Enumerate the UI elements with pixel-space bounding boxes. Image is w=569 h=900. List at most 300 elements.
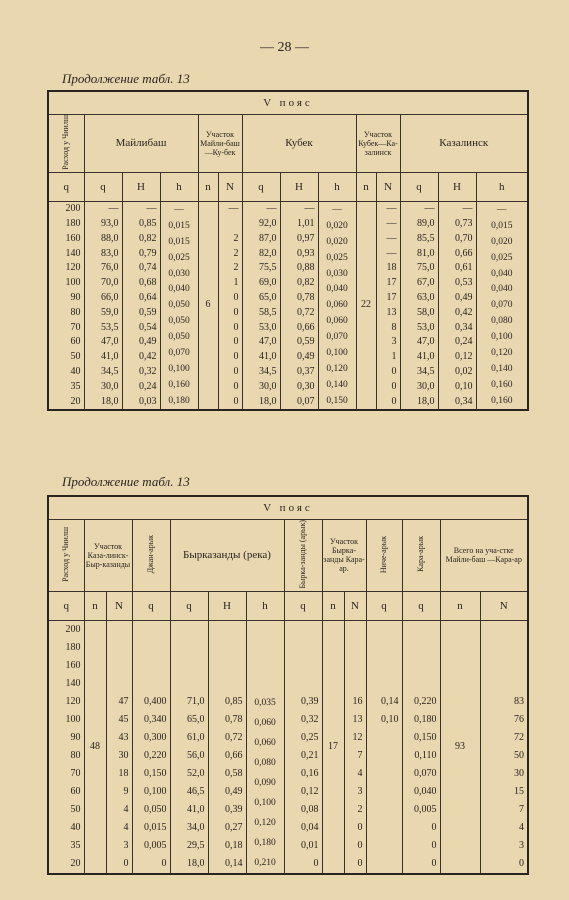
- mailibash-H: 0,85: [122, 217, 160, 232]
- byrkazandy-q: 52,0: [170, 765, 208, 783]
- kazalinsk-q: 53,0: [400, 320, 438, 335]
- kazalinsk-H: 0,12: [438, 350, 476, 365]
- section2-N: 1: [376, 350, 400, 365]
- kubek-q: 82,0: [242, 246, 280, 261]
- header-kubek: Кубек: [242, 115, 356, 173]
- kubek-H: 0,37: [280, 365, 318, 380]
- kara-q: 0,150: [402, 729, 440, 747]
- niche-q: [366, 657, 402, 675]
- discharge-value: 160: [48, 657, 84, 675]
- section-N: 3: [106, 837, 132, 855]
- discharge-value: 120: [48, 261, 84, 276]
- total-N: 4: [480, 819, 528, 837]
- section2-N: —: [376, 201, 400, 216]
- table-row: [48, 291, 528, 306]
- byrkazandy-H: 0,49: [208, 783, 246, 801]
- section2-N: 4: [344, 765, 366, 783]
- kazalinsk-q: 81,0: [400, 246, 438, 261]
- kubek-q: 41,0: [242, 350, 280, 365]
- h-value: 0,210: [254, 857, 276, 868]
- total-N: 3: [480, 837, 528, 855]
- symbol-cell: h: [476, 172, 528, 201]
- kubek-q: 69,0: [242, 276, 280, 291]
- section1-N: 2: [218, 261, 242, 276]
- kazalinsk-H: 0,53: [438, 276, 476, 291]
- zone-header: V пояс: [48, 91, 528, 115]
- section2-N: [344, 639, 366, 657]
- discharge-value: 140: [48, 246, 84, 261]
- mailibash-H: 0,49: [122, 335, 160, 350]
- kazalinsk-H: 0,24: [438, 335, 476, 350]
- h-value: 0,025: [491, 252, 513, 263]
- discharge-value: 60: [48, 783, 84, 801]
- byrkazandy-aryk-q: 0,39: [284, 693, 322, 711]
- header-section-mailibash-kubek: Участок Майли-баш—Ку-бек: [198, 115, 242, 173]
- kubek-H: 0,93: [280, 246, 318, 261]
- mailibash-q: 59,0: [84, 305, 122, 320]
- kazalinsk-q: 41,0: [400, 350, 438, 365]
- dzhan-q: 0,300: [132, 729, 170, 747]
- byrkazandy-aryk-q: 0,16: [284, 765, 322, 783]
- byrkazandy-aryk-q: 0,01: [284, 837, 322, 855]
- page-number: — 28 —: [260, 40, 309, 55]
- h-value: 0,150: [326, 395, 348, 406]
- table-row: [48, 379, 528, 394]
- h-value: 0,160: [491, 380, 513, 390]
- h-value: 0,070: [491, 300, 513, 311]
- section-N: [106, 675, 132, 693]
- kazalinsk-H: 0,34: [438, 394, 476, 410]
- section2-N: 3: [376, 335, 400, 350]
- byrkazandy-H: 0,39: [208, 801, 246, 819]
- discharge-value: 70: [48, 320, 84, 335]
- discharge-value: 100: [48, 711, 84, 729]
- h-value: 0,020: [491, 236, 513, 247]
- h-value: 0,060: [326, 300, 348, 311]
- h-value: 0,030: [326, 268, 348, 279]
- byrkazandy-q: 56,0: [170, 747, 208, 765]
- h-value: 0,050: [168, 332, 190, 343]
- h-value: 0,035: [254, 697, 276, 708]
- kubek-H: 0,66: [280, 320, 318, 335]
- byrkazandy-H: 0,66: [208, 747, 246, 765]
- kazalinsk-H: 0,34: [438, 320, 476, 335]
- h-value: 0,070: [326, 332, 348, 343]
- section-N: 4: [106, 819, 132, 837]
- section2-N: 0: [344, 837, 366, 855]
- byrkazandy-aryk-q: 0: [284, 855, 322, 874]
- section2-N: —: [376, 246, 400, 261]
- kubek-q: 30,0: [242, 379, 280, 394]
- zone-header-2: V пояс: [48, 496, 528, 520]
- kazalinsk-H: 0,49: [438, 291, 476, 306]
- kara-q: 0: [402, 837, 440, 855]
- section2-n: 22: [356, 201, 376, 410]
- kubek-q: 87,0: [242, 232, 280, 247]
- symbol-cell: h: [160, 172, 198, 201]
- mailibash-q: 70,0: [84, 276, 122, 291]
- byrkazandy-aryk-q: 0,08: [284, 801, 322, 819]
- kazalinsk-H: 0,02: [438, 365, 476, 380]
- byrkazandy-aryk-q: [284, 639, 322, 657]
- h-value: 0,100: [168, 364, 190, 375]
- section-N: [106, 620, 132, 639]
- niche-q: [366, 765, 402, 783]
- h-value: 0,050: [168, 300, 190, 311]
- table-row: [48, 365, 528, 380]
- h-value: 0,160: [491, 395, 513, 406]
- dzhan-q: 0,005: [132, 837, 170, 855]
- byrkazandy-aryk-q: [284, 675, 322, 693]
- dzhan-q: [132, 657, 170, 675]
- niche-q: [366, 837, 402, 855]
- section1-N: 0: [218, 291, 242, 306]
- kazalinsk-q: 89,0: [400, 217, 438, 232]
- total-n: 93: [440, 620, 480, 874]
- header-section-kazalinsk-byrkazandy: Участок Каза-линск-Быр-казанды: [84, 520, 132, 592]
- section2-N: 13: [376, 305, 400, 320]
- section2-N: 3: [344, 783, 366, 801]
- table-row: [48, 232, 528, 247]
- mailibash-q: —: [84, 201, 122, 216]
- byrkazandy-q: 65,0: [170, 711, 208, 729]
- discharge-value: 140: [48, 675, 84, 693]
- kubek-H: 0,78: [280, 291, 318, 306]
- symbol-cell: q: [284, 591, 322, 620]
- byrkazandy-q: 41,0: [170, 801, 208, 819]
- mailibash-q: 34,5: [84, 365, 122, 380]
- section1-N: 0: [218, 350, 242, 365]
- section2-N: 2: [344, 801, 366, 819]
- table-caption-2: Продолжение табл. 13: [62, 474, 190, 489]
- symbol-cell: H: [122, 172, 160, 201]
- section2-N: 0: [376, 394, 400, 410]
- dzhan-q: 0,340: [132, 711, 170, 729]
- section1-N: 0: [218, 394, 242, 410]
- section2-N: 0: [376, 365, 400, 380]
- h-value: 0,180: [254, 837, 276, 848]
- section2-N: 12: [344, 729, 366, 747]
- kara-q: [402, 657, 440, 675]
- section1-N: 0: [218, 320, 242, 335]
- symbol-cell: q: [170, 591, 208, 620]
- kara-q: [402, 620, 440, 639]
- mailibash-H: 0,64: [122, 291, 160, 306]
- kubek-q: —: [242, 201, 280, 216]
- mailibash-q: 47,0: [84, 335, 122, 350]
- mailibash-H: 0,82: [122, 232, 160, 247]
- section1-N: 0: [218, 379, 242, 394]
- section-N: 47: [106, 693, 132, 711]
- h-value: 0,100: [254, 797, 276, 808]
- h-value: 0,080: [254, 757, 276, 768]
- mailibash-H: 0,03: [122, 394, 160, 410]
- h-value: 0,140: [326, 380, 348, 390]
- h-value: 0,070: [168, 348, 190, 359]
- mailibash-h: [160, 201, 198, 410]
- section1-N: 2: [218, 232, 242, 247]
- byrkazandy-h-values: [247, 693, 284, 873]
- kubek-H: 1,01: [280, 217, 318, 232]
- kara-q: 0,180: [402, 711, 440, 729]
- h-value: 0,060: [326, 316, 348, 327]
- h-value: 0,120: [254, 817, 276, 828]
- total-N: 15: [480, 783, 528, 801]
- kubek-H: —: [280, 201, 318, 216]
- discharge-value: 20: [48, 394, 84, 410]
- section1-N: 0: [218, 335, 242, 350]
- kubek-H: 0,97: [280, 232, 318, 247]
- total-N: 83: [480, 693, 528, 711]
- symbol-cell: q: [400, 172, 438, 201]
- kubek-H: 0,88: [280, 261, 318, 276]
- kara-q: 0: [402, 819, 440, 837]
- symbol-cell: N: [376, 172, 400, 201]
- kubek-q: 75,5: [242, 261, 280, 276]
- mailibash-H: 0,68: [122, 276, 160, 291]
- kubek-H: 0,30: [280, 379, 318, 394]
- kara-q: [402, 675, 440, 693]
- symbol-cell: q: [402, 591, 440, 620]
- table-row: [48, 350, 528, 365]
- symbol-cell: q: [366, 591, 402, 620]
- section1-N: 0: [218, 305, 242, 320]
- niche-q: [366, 675, 402, 693]
- header-total: Всего на уча-стке Майли-баш —Кара-ар: [440, 520, 528, 592]
- byrkazandy-q: [170, 639, 208, 657]
- h-value: —: [332, 204, 342, 215]
- symbol-row: [48, 172, 528, 201]
- h-value: 0,090: [254, 777, 276, 788]
- table-2: [47, 495, 529, 875]
- h-value: 0,100: [491, 332, 513, 343]
- niche-q: 0,10: [366, 711, 402, 729]
- discharge-value: 40: [48, 365, 84, 380]
- section-N: 43: [106, 729, 132, 747]
- total-N: 0: [480, 855, 528, 874]
- section-N: 45: [106, 711, 132, 729]
- symbol-cell: q: [132, 591, 170, 620]
- dzhan-q: 0,400: [132, 693, 170, 711]
- header-byrkazandy-river: Бырказанды (река): [170, 520, 284, 592]
- byrkazandy-H: [208, 639, 246, 657]
- h-value: 0,015: [168, 236, 190, 247]
- kara-q: 0,040: [402, 783, 440, 801]
- h-value: 0,020: [326, 236, 348, 247]
- mailibash-H: 0,59: [122, 305, 160, 320]
- section-N: 0: [106, 855, 132, 874]
- kazalinsk-q: 30,0: [400, 379, 438, 394]
- symbol-cell: N: [218, 172, 242, 201]
- niche-q: [366, 801, 402, 819]
- kazalinsk-H: 0,42: [438, 305, 476, 320]
- byrkazandy-H: [208, 675, 246, 693]
- byrkazandy-q: 71,0: [170, 693, 208, 711]
- section2-n: 17: [322, 620, 344, 874]
- table-row: [48, 261, 528, 276]
- section1-N: 2: [218, 246, 242, 261]
- h-value: —: [174, 204, 184, 215]
- discharge-value: 50: [48, 801, 84, 819]
- mailibash-q: 93,0: [84, 217, 122, 232]
- h-value: 0,160: [168, 380, 190, 390]
- kazalinsk-q: 34,5: [400, 365, 438, 380]
- mailibash-q: 18,0: [84, 394, 122, 410]
- niche-q: [366, 620, 402, 639]
- mailibash-q: 66,0: [84, 291, 122, 306]
- discharge-value: 200: [48, 201, 84, 216]
- section2-N: 16: [344, 693, 366, 711]
- byrkazandy-aryk-q: 0,25: [284, 729, 322, 747]
- discharge-value: 40: [48, 819, 84, 837]
- byrkazandy-aryk-q: 0,04: [284, 819, 322, 837]
- kazalinsk-H: 0,70: [438, 232, 476, 247]
- table-row: [48, 305, 528, 320]
- discharge-value: 80: [48, 747, 84, 765]
- h-value: 0,050: [168, 316, 190, 327]
- section-N: [106, 657, 132, 675]
- h-value: 0,040: [491, 268, 513, 279]
- byrkazandy-q: 34,0: [170, 819, 208, 837]
- table-row: [48, 217, 528, 232]
- mailibash-H: 0,42: [122, 350, 160, 365]
- discharge-value: 70: [48, 765, 84, 783]
- byrkazandy-q: 61,0: [170, 729, 208, 747]
- mailibash-H: 0,24: [122, 379, 160, 394]
- section2-N: 18: [376, 261, 400, 276]
- niche-q: [366, 783, 402, 801]
- symbol-cell: n: [440, 591, 480, 620]
- total-N: 72: [480, 729, 528, 747]
- mailibash-q: 53,5: [84, 320, 122, 335]
- table-row: [48, 320, 528, 335]
- byrkazandy-aryk-q: 0,12: [284, 783, 322, 801]
- kazalinsk-h: [476, 201, 528, 410]
- byrkazandy-q: 29,5: [170, 837, 208, 855]
- kazalinsk-H: 0,61: [438, 261, 476, 276]
- kazalinsk-H: 0,66: [438, 246, 476, 261]
- section-N: 18: [106, 765, 132, 783]
- byrkazandy-H: 0,85: [208, 693, 246, 711]
- byrkazandy-aryk-q: [284, 657, 322, 675]
- kara-q: 0,070: [402, 765, 440, 783]
- discharge-value: 200: [48, 620, 84, 639]
- kazalinsk-q: 47,0: [400, 335, 438, 350]
- header-section-kubek-kazalinsk: Участок Кубек—Ка-залинск: [356, 115, 400, 173]
- empty-cell: [246, 639, 284, 657]
- kubek-q: 65,0: [242, 291, 280, 306]
- kazalinsk-q: 18,0: [400, 394, 438, 410]
- symbol-cell: N: [344, 591, 366, 620]
- total-N: [480, 639, 528, 657]
- discharge-value: 90: [48, 729, 84, 747]
- kubek-H: 0,59: [280, 335, 318, 350]
- empty-cell: [246, 675, 284, 693]
- section2-N: 13: [344, 711, 366, 729]
- byrkazandy-H: [208, 657, 246, 675]
- header-section-byrkazandy-kara: Участок Быркa-занды Кара-ар.: [322, 520, 366, 592]
- mailibash-q: 83,0: [84, 246, 122, 261]
- table-1: [47, 90, 529, 411]
- kubek-q: 47,0: [242, 335, 280, 350]
- niche-q: [366, 819, 402, 837]
- dzhan-q: 0: [132, 855, 170, 874]
- section2-N: 8: [376, 320, 400, 335]
- header-discharge: Расход у Чиилш: [61, 115, 71, 170]
- kubek-H: 0,49: [280, 350, 318, 365]
- section-n: 48: [84, 620, 106, 874]
- section2-N: 17: [376, 276, 400, 291]
- h-value: 0,040: [326, 284, 348, 295]
- kazalinsk-H: 0,73: [438, 217, 476, 232]
- header-byrkazandy-aryk: Бырка-занды (арык): [298, 520, 307, 589]
- kubek-q: 34,5: [242, 365, 280, 380]
- kubek-q: 92,0: [242, 217, 280, 232]
- dzhan-q: 0,100: [132, 783, 170, 801]
- total-N: [480, 657, 528, 675]
- h-value: 0,120: [326, 364, 348, 375]
- kubek-q: 53,0: [242, 320, 280, 335]
- h-value: 0,015: [491, 220, 513, 231]
- mailibash-q: 30,0: [84, 379, 122, 394]
- byrkazandy-q: [170, 657, 208, 675]
- section2-N: 0: [344, 855, 366, 874]
- mailibash-H: 0,74: [122, 261, 160, 276]
- byrkazandy-q: [170, 620, 208, 639]
- niche-q: [366, 639, 402, 657]
- mailibash-H: 0,32: [122, 365, 160, 380]
- byrkazandy-H: 0,14: [208, 855, 246, 874]
- symbol-cell: n: [198, 172, 218, 201]
- kara-q: 0: [402, 855, 440, 874]
- h-value: 0,030: [168, 268, 190, 279]
- total-N: 7: [480, 801, 528, 819]
- kara-q: 0,220: [402, 693, 440, 711]
- h-value: 0,060: [254, 717, 276, 728]
- kazalinsk-q: 63,0: [400, 291, 438, 306]
- dzhan-q: 0,015: [132, 819, 170, 837]
- symbol-cell: q: [48, 591, 84, 620]
- symbol-cell: n: [356, 172, 376, 201]
- table-caption-1: Продолжение табл. 13: [62, 71, 190, 86]
- h-value: —: [497, 204, 507, 215]
- discharge-value: 180: [48, 639, 84, 657]
- symbol-cell: N: [480, 591, 528, 620]
- kazalinsk-q: 75,0: [400, 261, 438, 276]
- discharge-value: 100: [48, 276, 84, 291]
- kubek-H: 0,82: [280, 276, 318, 291]
- byrkazandy-q: 18,0: [170, 855, 208, 874]
- section2-N: —: [376, 217, 400, 232]
- kubek-h-values: [319, 202, 356, 409]
- symbol-cell: h: [246, 591, 284, 620]
- section-N: 4: [106, 801, 132, 819]
- total-N: [480, 675, 528, 693]
- symbol-row-2: [48, 591, 528, 620]
- discharge-value: 50: [48, 350, 84, 365]
- h-value: 0,180: [168, 395, 190, 406]
- mailibash-q: 88,0: [84, 232, 122, 247]
- header-dzhan-aryk: Джан-арык: [146, 535, 155, 574]
- section2-N: [344, 620, 366, 639]
- symbol-cell: h: [318, 172, 356, 201]
- header-discharge-2: Расход у Чиилш: [61, 526, 71, 582]
- mailibash-H: —: [122, 201, 160, 216]
- discharge-value: 160: [48, 232, 84, 247]
- section1-n: 6: [198, 201, 218, 410]
- kubek-H: 0,07: [280, 394, 318, 410]
- kazalinsk-h-values: [477, 202, 528, 409]
